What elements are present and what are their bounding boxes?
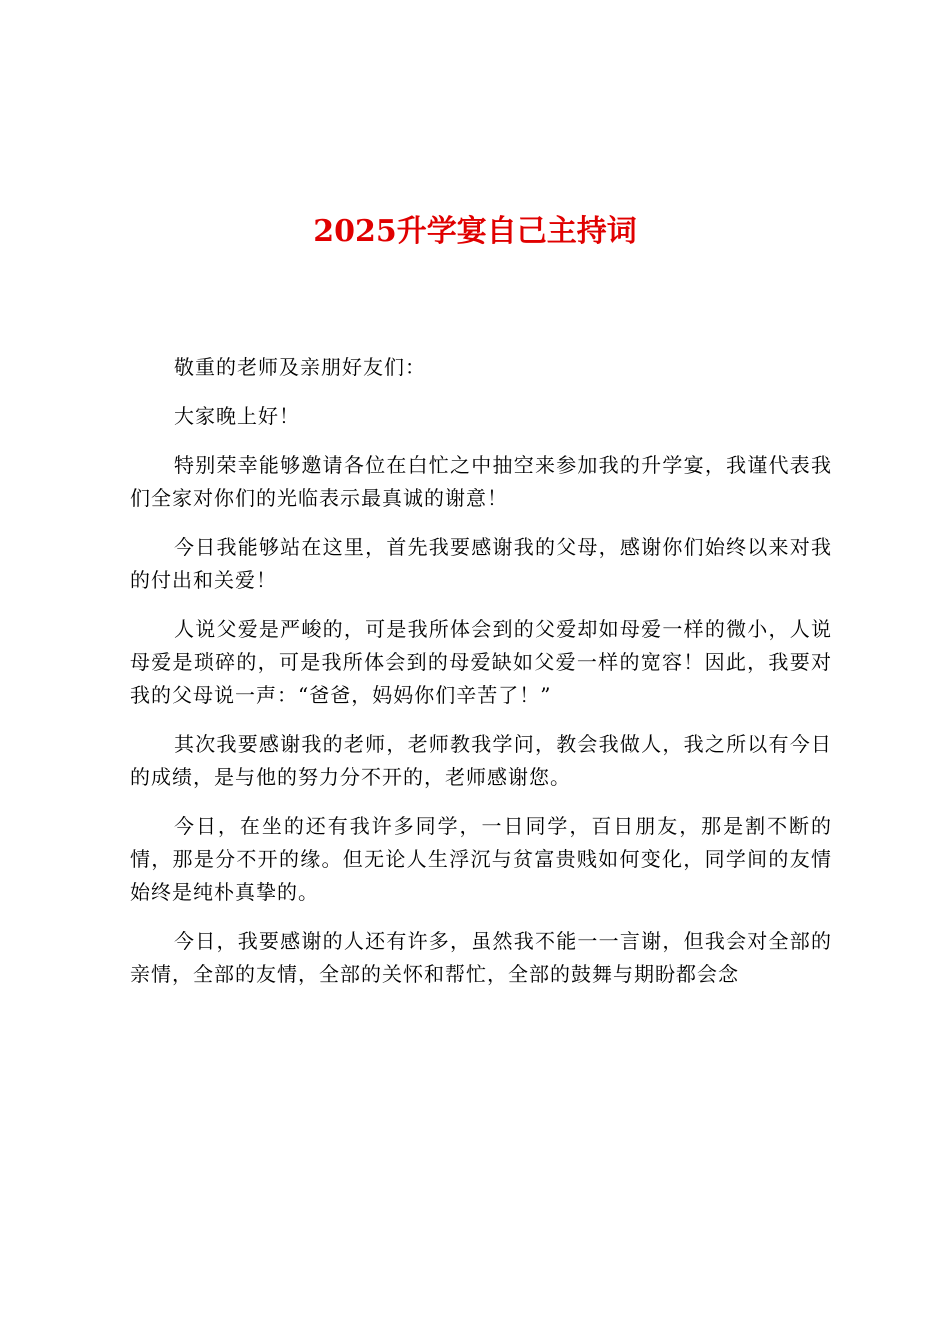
paragraph-parents-love: 人说父爱是严峻的，可是我所体会到的父爱却如母爱一样的微小，人说母爱是琐碎的，可是我所体会到的母爱缺如父爱一样的宽容！因此，我要对我的父母说一声：“爸爸，妈妈你们辛苦了！” [130,617,832,707]
document-body [130,351,832,1007]
paragraph-hello: 大家晚上好！ [174,404,300,428]
paragraph-thanks-parents: 今日我能够站在这里，首先我要感谢我的父母，感谢你们始终以来对我的付出和关爱！ [130,535,832,592]
paragraph-thanks-others: 今日，我要感谢的人还有许多，虽然我不能一一言谢，但我会对全部的亲情，全部的友情，全部的关怀和帮忙，全部的鼓舞与期盼都会念 [130,929,832,986]
document-title: 2025升学宴自己主持词 [313,214,637,249]
paragraph-thanks-guests: 特别荣幸能够邀请各位在白忙之中抽空来参加我的升学宴，我谨代表我们全家对你们的光临表示最真诚的谢意！ [130,453,832,510]
paragraph-thanks-teacher: 其次我要感谢我的老师，老师教我学问，教会我做人，我之所以有今日的成绩，是与他的努力分不开的，老师感谢您。 [130,732,832,789]
paragraph-classmates: 今日，在坐的还有我许多同学，一日同学，百日朋友，那是割不断的情，那是分不开的缘。但无论人生浮沉与贫富贵贱如何变化，同学间的友情始终是纯朴真挚的。 [130,814,832,904]
paragraph-greeting: 敬重的老师及亲朋好友们： [174,355,426,379]
